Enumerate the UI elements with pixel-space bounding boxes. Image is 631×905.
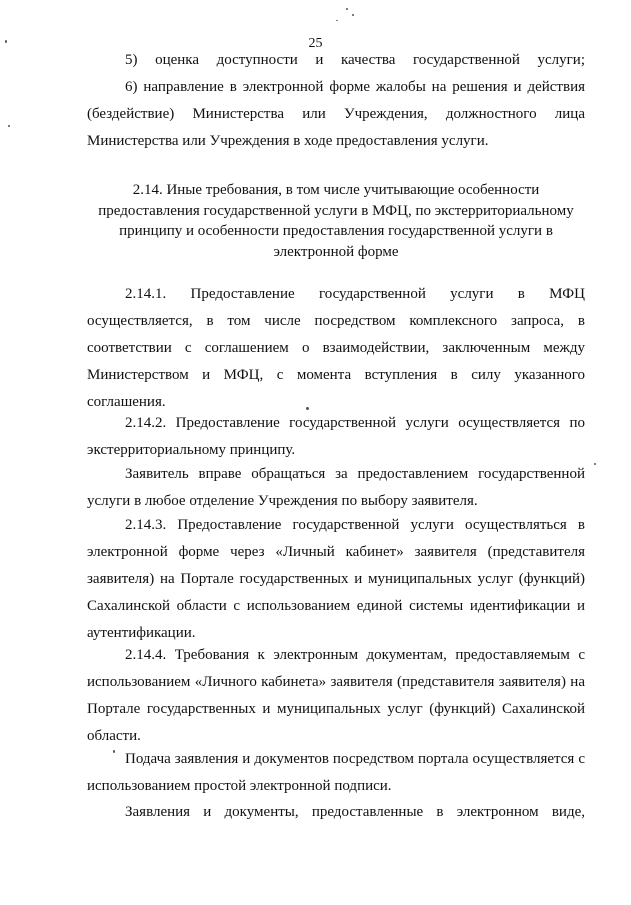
list-item: 6) направление в электронной форме жалобы на решения и действия (бездействие) Министерства или Учреждения, должностного лица Министерства или Учреждения в ходе предоставления услуги.: [87, 79, 585, 149]
paragraph: Заявитель вправе обращаться за предоставлением государственной услуги в любое отделение Учреждения по выбору заявителя.: [87, 466, 585, 509]
paragraph: 2.14.3. Предоставление государственной услуги осуществляться в электронной форме через «Личный кабинет» заявителя (представителя заявителя) на Портале государственных и муниципальных услуг (функций) Сахалинской области с использованием единой системы идентификации и аутентификации.: [87, 517, 585, 641]
scan-speck: [346, 8, 348, 10]
scan-speck: [8, 125, 10, 127]
scan-speck: [336, 20, 338, 21]
paragraph: Заявления и документы, предоставленные в электронном виде,: [125, 804, 585, 820]
page-number: 25: [308, 36, 323, 51]
paragraph: 2.14.2. Предоставление государственной услуги осуществляется по экстерриториальному принципу.: [87, 415, 585, 458]
scan-speck: [594, 463, 596, 465]
paragraph: 2.14.1. Предоставление государственной услуги в МФЦ осуществляется, в том числе посредством комплексного запроса, в соответствии с соглашением о взаимодействии, заключенным между Министерством и МФЦ, с момента вступления в силу указанного соглашения.: [87, 286, 585, 410]
scan-speck: [352, 14, 354, 16]
section-heading: 2.14. Иные требования, в том числе учитывающие особенности предоставления государственной услуги в МФЦ, по экстерриториальному принципу и особенности предоставления государственной услуги в электронной форме: [98, 182, 574, 260]
list-item: 5) оценка доступности и качества государственной услуги;: [125, 52, 585, 68]
scan-speck: [306, 407, 309, 410]
paragraph: 2.14.4. Требования к электронным документам, предоставляемым с использованием «Личного кабинета» заявителя (представителя заявителя) на Портале государственных и муниципальных услуг (функций) Сахалинской области.: [87, 647, 585, 744]
scan-speck: [113, 750, 115, 753]
scan-speck: [5, 40, 7, 43]
paragraph: Подача заявления и документов посредством портала осуществляется с использованием простой электронной подписи.: [87, 751, 585, 794]
